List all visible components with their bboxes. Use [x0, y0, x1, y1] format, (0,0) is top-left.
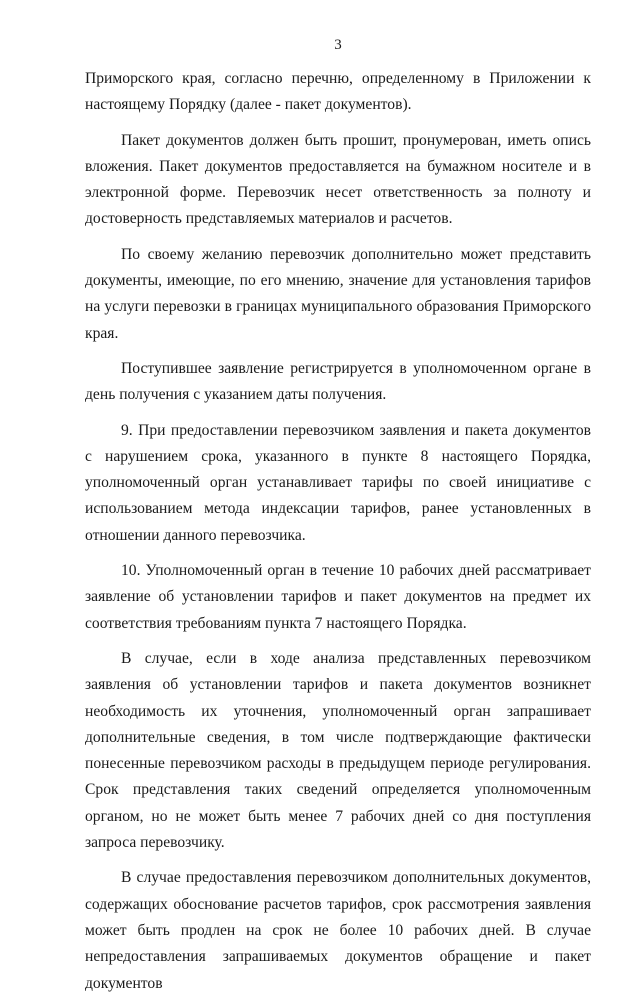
paragraph-2: Пакет документов должен быть прошит, пронумерован, иметь опись вложения. Пакет документов предоставляется на бумажном носителе и в электронной форме. Перевозчик несет ответственность за полноту и достоверность представляемых материалов и расчетов.: [85, 131, 591, 228]
paragraph-4: Поступившее заявление регистрируется в уполномоченном органе в день получения с указанием даты получения.: [85, 359, 591, 404]
paragraph-7: В случае, если в ходе анализа представленных перевозчиком заявления об установлении тарифов и пакета документов возникнет необходимость их уточнения, уполномоченный орган запрашивает дополнительные сведения, в том числе подтверждающие фактически понесенные перевозчиком расходы в предыдущем периоде регулирования. Срок представления таких сведений определяется уполномоченным органом, но не может быть менее 7 рабочих дней со дня поступления запроса перевозчику.: [85, 649, 591, 852]
paragraph-3: По своему желанию перевозчик дополнительно может представить документы, имеющие, по его мнению, значение для установления тарифов на услуги перевозки в границах муниципального образования Приморского края.: [85, 245, 591, 342]
page-number: 3: [334, 37, 342, 53]
paragraph-6: 10. Уполномоченный орган в течение 10 рабочих дней рассматривает заявление об установлении тарифов и пакет документов на предмет их соответствия требованиям пункта 7 настоящего Порядка.: [85, 562, 591, 632]
paragraph-5: 9. При предоставлении перевозчиком заявления и пакета документов с нарушением срока, указанного в пункте 8 настоящего Порядка, уполномоченный орган устанавливает тарифы по своей инициативе с использованием метода индексации тарифов, ранее установленных в отношении данного перевозчика.: [85, 421, 591, 544]
body-text: [85, 66, 591, 997]
paragraph-1: Приморского края, согласно перечню, определенному в Приложении к настоящему Порядку (далее - пакет документов).: [85, 70, 591, 114]
paragraph-8: В случае предоставления перевозчиком дополнительных документов, содержащих обоснование расчетов тарифов, срок рассмотрения заявления может быть продлен на срок не более 10 рабочих дней. В случае непредоставления запрашиваемых документов обращение и пакет документов: [85, 869, 591, 992]
